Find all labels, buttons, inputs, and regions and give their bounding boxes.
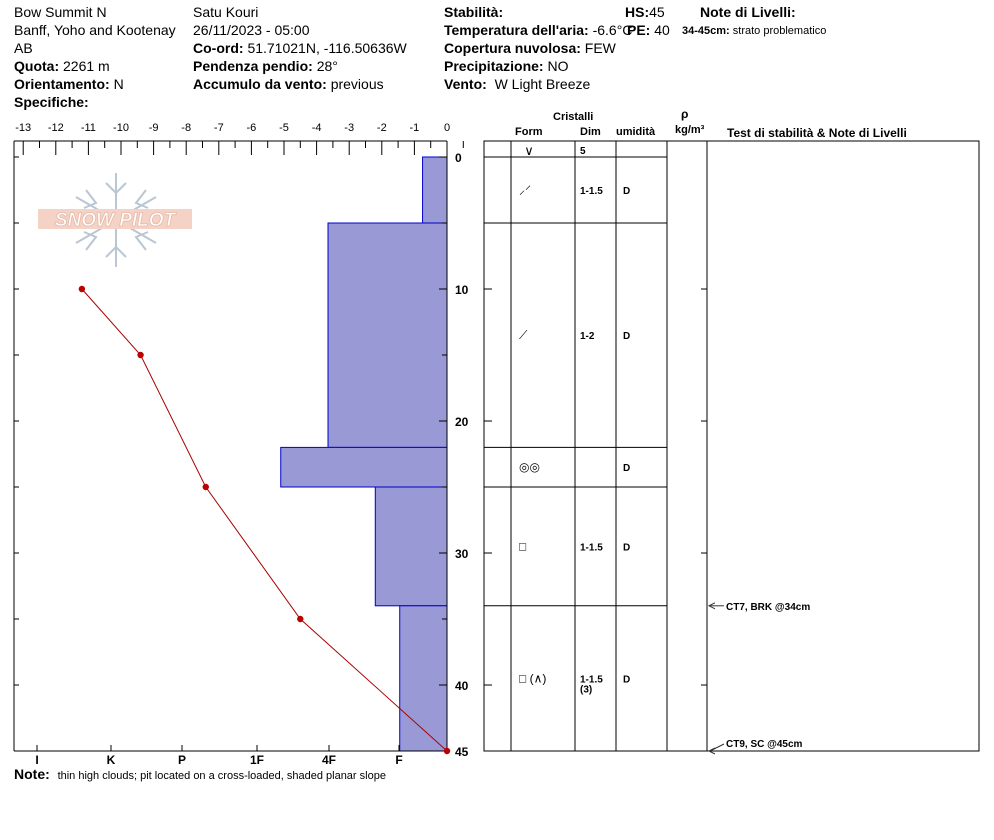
hardness-bar-2 (281, 447, 447, 487)
location-name: Bow Summit N (14, 4, 107, 20)
density-symbol: ρ (681, 107, 689, 121)
hardness-tick-label: 1F (249, 753, 265, 767)
size-header: Dim (580, 126, 601, 138)
hardness-tick-label: I (35, 753, 39, 767)
pit-note: Note: thin high clouds; pit located on a cross-loaded, shaded planar slope (14, 766, 386, 782)
penetration: PE: 40 (627, 22, 670, 38)
stability-label: Stabilità: (444, 4, 504, 20)
moisture-header: umidità (616, 126, 656, 138)
hardness-bar-0 (423, 157, 447, 223)
layer-3-moisture: D (623, 542, 631, 554)
observer-name: Satu Kouri (193, 4, 259, 20)
layer-table-frame (484, 141, 979, 751)
temp-tick-label: -2 (376, 122, 387, 134)
surface-size: 5 (580, 146, 586, 157)
elevation: Quota: 2261 m (14, 58, 110, 74)
hardness-tick-label: F (395, 753, 403, 767)
aspect: Orientamento: N (14, 76, 124, 92)
temp-tick-label: -10 (113, 122, 129, 134)
layer-2-moisture: D (623, 463, 631, 475)
layer-4-size: 1-1.5 (580, 674, 603, 686)
depth-tick-label: 10 (455, 283, 469, 297)
layer-1-form: ⟋ (519, 328, 528, 343)
region-name: Banff, Yoho and Kootenay (14, 22, 176, 38)
depth-tick-label: 40 (455, 679, 469, 693)
hardness-tick-label: 4F (321, 753, 337, 767)
temp-tick-label: -3 (344, 122, 355, 134)
snow-height: HS:45 (625, 4, 665, 20)
temp-tick-label: -13 (15, 122, 32, 134)
temperature-point (203, 484, 209, 490)
temp-tick-label: -6 (246, 122, 257, 134)
layer-3-form: □ (519, 539, 527, 554)
depth-tick-label: 30 (455, 547, 469, 561)
layer-3-size: 1-1.5 (580, 542, 603, 554)
layer-4-form: □ (∧) (519, 671, 547, 686)
temperature-point (297, 616, 303, 622)
temperature-point (444, 748, 450, 754)
coordinates: Co-ord: 51.71021N, -116.50636W (193, 40, 407, 56)
surface-form-symbol: ∨ (524, 143, 534, 158)
logo-text: SNOW PILOT (54, 210, 176, 231)
hardness-bar-1 (328, 223, 447, 447)
hardness-bar-3 (375, 487, 447, 606)
observation-datetime: 26/11/2023 - 05:00 (193, 22, 310, 38)
temp-tick-label: -11 (80, 122, 96, 134)
density-unit: kg/m³ (675, 124, 705, 136)
temp-tick-label: -1 (409, 122, 420, 134)
layer-1-size: 1-2 (580, 331, 595, 343)
stability-tests-header: Test di stabilità & Note di Livelli (727, 126, 907, 140)
temperature-point (79, 286, 85, 292)
depth-tick-label: 0 (455, 151, 462, 165)
temp-tick-label: -8 (181, 122, 192, 134)
temp-tick-label: -7 (213, 122, 224, 134)
layer-2-form: ◎◎ (519, 460, 540, 475)
hardness-tick-label: P (177, 753, 187, 767)
cloud-cover: Copertura nuvolosa: FEW (444, 40, 616, 56)
temp-tick-label: 0 (443, 122, 451, 134)
crystals-header: Cristalli (553, 111, 594, 123)
layer-4-moisture: D (623, 674, 631, 686)
layer-4-size-secondary: (3) (580, 684, 593, 696)
wind: Vento: W Light Breeze (444, 76, 591, 92)
depth-tick-label: 20 (455, 415, 469, 429)
layer-0-moisture: D (623, 186, 631, 197)
temp-tick-label: -4 (311, 122, 322, 134)
hardness-tick-label: K (106, 753, 116, 767)
stability-test-1: CT9, SC @45cm (726, 739, 803, 750)
air-temperature: Temperatura dell'aria: -6.6°C (444, 22, 633, 38)
temp-tick-label: -12 (47, 122, 64, 134)
stability-test-0: CT7, BRK @34cm (726, 601, 811, 613)
form-header: Form (515, 126, 543, 138)
temp-tick-label: -9 (148, 122, 159, 134)
wind-loading: Accumulo da vento: previous (193, 76, 384, 92)
layer-note: 34-45cm: strato problematico (682, 25, 827, 37)
temperature-point (137, 352, 143, 358)
depth-tick-label: 45 (455, 745, 469, 759)
temp-tick-label: -5 (279, 122, 289, 134)
layer-0-form: ⸝⸍ (519, 183, 532, 197)
layer-1-moisture: D (623, 331, 631, 343)
slope-angle: Pendenza pendio: 28° (193, 58, 338, 74)
specifics-label: Specifiche: (14, 94, 89, 110)
layer-notes-label: Note di Livelli: (700, 4, 796, 20)
snowpilot-logo (38, 173, 192, 267)
layer-0-size: 1-1.5 (580, 186, 603, 197)
precipitation: Precipitazione: NO (444, 58, 569, 74)
province-name: AB (14, 40, 33, 56)
